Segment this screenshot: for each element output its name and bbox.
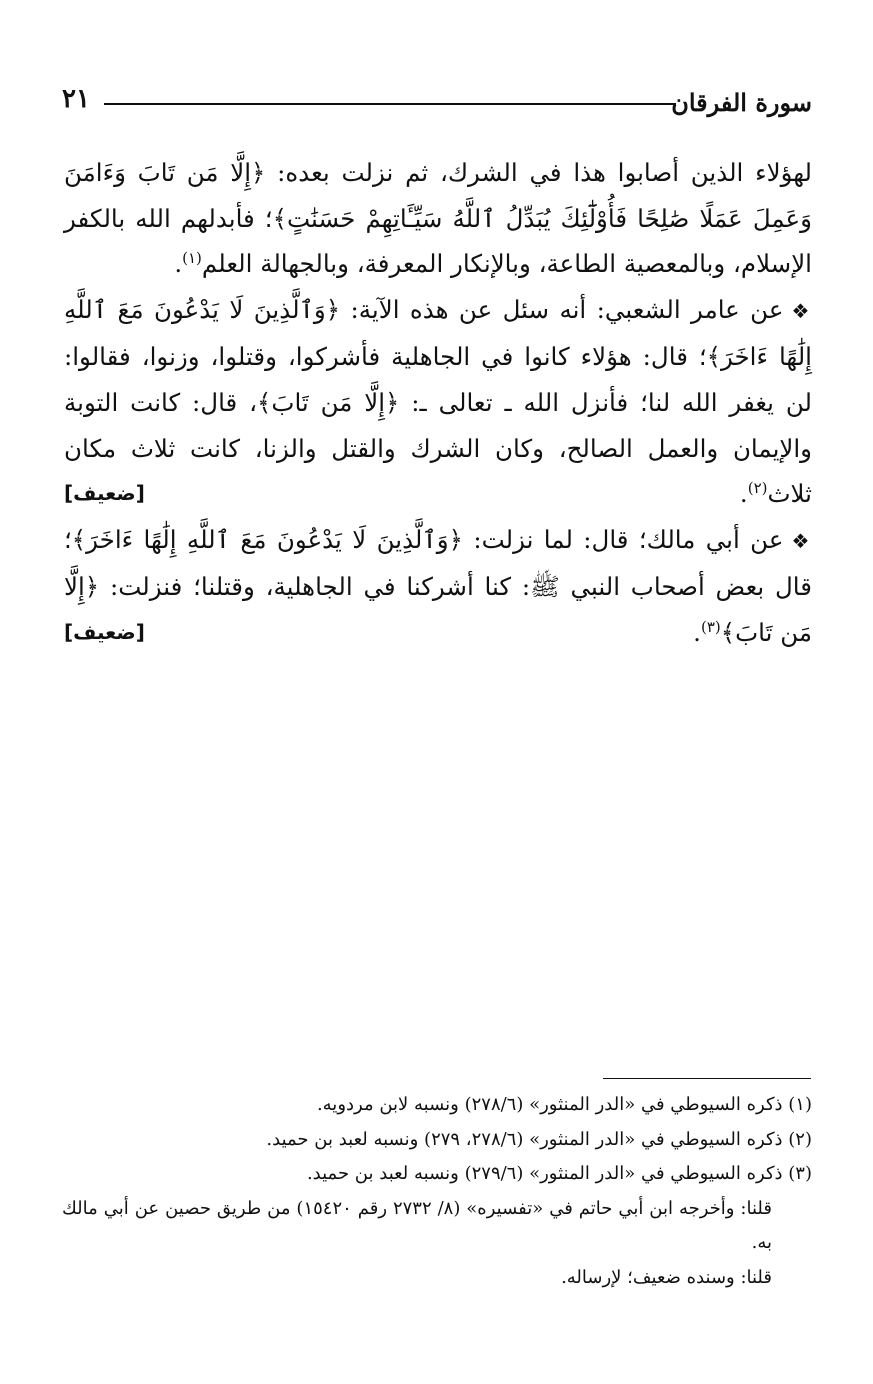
quran-verse: ﴿إِلَّا مَن تَابَ وَءَامَنَ وَعَمِلَ عَمَلًا صَٰلِحًا فَأُوْلَٰٓئِكَ يُبَدِّلُ ٱللَّهُ سَيِّـَٔاتِهِمْ حَسَنَٰتٍ﴾ — [64, 158, 812, 233]
text: . — [693, 617, 701, 647]
text: ؛ قال: هؤلاء كانوا في الجاهلية فأشركوا، وقتلوا، وزنوا، فقالوا: لن يغفر الله لنا؛ فأنزل الله ـ تعالى ـ: — [64, 342, 812, 417]
page-header — [62, 82, 812, 122]
text: ؛ قال بعض أصحاب النبي ﷺ: كنا أشركنا في الجاهلية، وقتلنا؛ فنزلت: — [64, 524, 812, 602]
quran-verse: ﴿وَٱلَّذِينَ لَا يَدْعُونَ مَعَ ٱللَّهِ إِلَٰهًا ءَاخَرَ﴾ — [71, 524, 463, 554]
footnote-1: (١) ذكره السيوطي في «الدر المنثور» (٢٧٨/٦) ونسبه لابن مردويه. — [316, 1094, 812, 1115]
footnote-2: (٢) ذكره السيوطي في «الدر المنثور» (٢٧٨/٦، ٢٧٩) ونسبه لعبد بن حميد. — [266, 1128, 812, 1150]
grade-label: [ضعيف] — [64, 619, 145, 644]
quran-verse: ﴿إِلَّا مَن تَابَ﴾ — [64, 572, 812, 647]
quran-verse: ﴿إِلَّا مَن تَابَ﴾ — [257, 387, 400, 417]
surah-title: سورة الفرقان — [671, 88, 812, 117]
footnote-3-continuation: قلنا: وسنده ضعيف؛ لإرساله. — [561, 1266, 772, 1288]
bullet-icon: ❖ — [791, 528, 812, 553]
footnote-marker[interactable]: (٢) — [747, 479, 768, 497]
footnote-marker[interactable]: (٣) — [700, 617, 721, 636]
footnote-3: (٣) ذكره السيوطي في «الدر المنثور» (٢٧٩/٦) ونسبه لعبد بن حميد. — [306, 1163, 812, 1184]
header-rule — [104, 103, 676, 105]
paragraph-2 — [64, 287, 812, 517]
footnote-marker[interactable]: (١) — [182, 249, 202, 268]
paragraph-1 — [64, 150, 812, 287]
bullet-icon: ❖ — [791, 298, 813, 323]
text: ، قال: كانت التوبة والإيمان والعمل الصالح، وكان الشرك والقتل والزنا، كانت ثلاث مكان ثلاث — [64, 387, 812, 509]
text: . — [174, 249, 183, 279]
paragraph-3 — [64, 517, 812, 656]
text: عن عامر الشعبي: أنه سئل عن هذه الآية: — [340, 294, 784, 324]
text: لهؤلاء الذين أصابوا هذا في الشرك، ثم نزلت بعده: — [265, 158, 812, 187]
quran-verse: ﴿وَٱلَّذِينَ لَا يَدْعُونَ مَعَ ٱللَّهِ إِلَٰهًا ءَاخَرَ﴾ — [64, 294, 812, 372]
footnote-separator — [603, 1078, 811, 1079]
text: عن أبي مالك؛ قال: لما نزلت: — [462, 524, 784, 554]
footnotes — [62, 1088, 812, 1295]
text: ؛ فأبدلهم الله بالكفر الإسلام، وبالمعصية الطاعة، وبالإنكار المعرفة، وبالجهالة العلم — [64, 203, 812, 279]
footnote-3-continuation: قلنا: وأخرجه ابن أبي حاتم في «تفسيره» (٨/ ٢٧٣٢ رقم ١٥٤٢٠) من طريق حصين عن أبي مالك به. — [62, 1197, 772, 1253]
grade-label: [ضعيف] — [64, 481, 145, 506]
page-number: ٢١ — [62, 84, 90, 114]
text: . — [739, 479, 748, 509]
main-text — [64, 150, 812, 656]
